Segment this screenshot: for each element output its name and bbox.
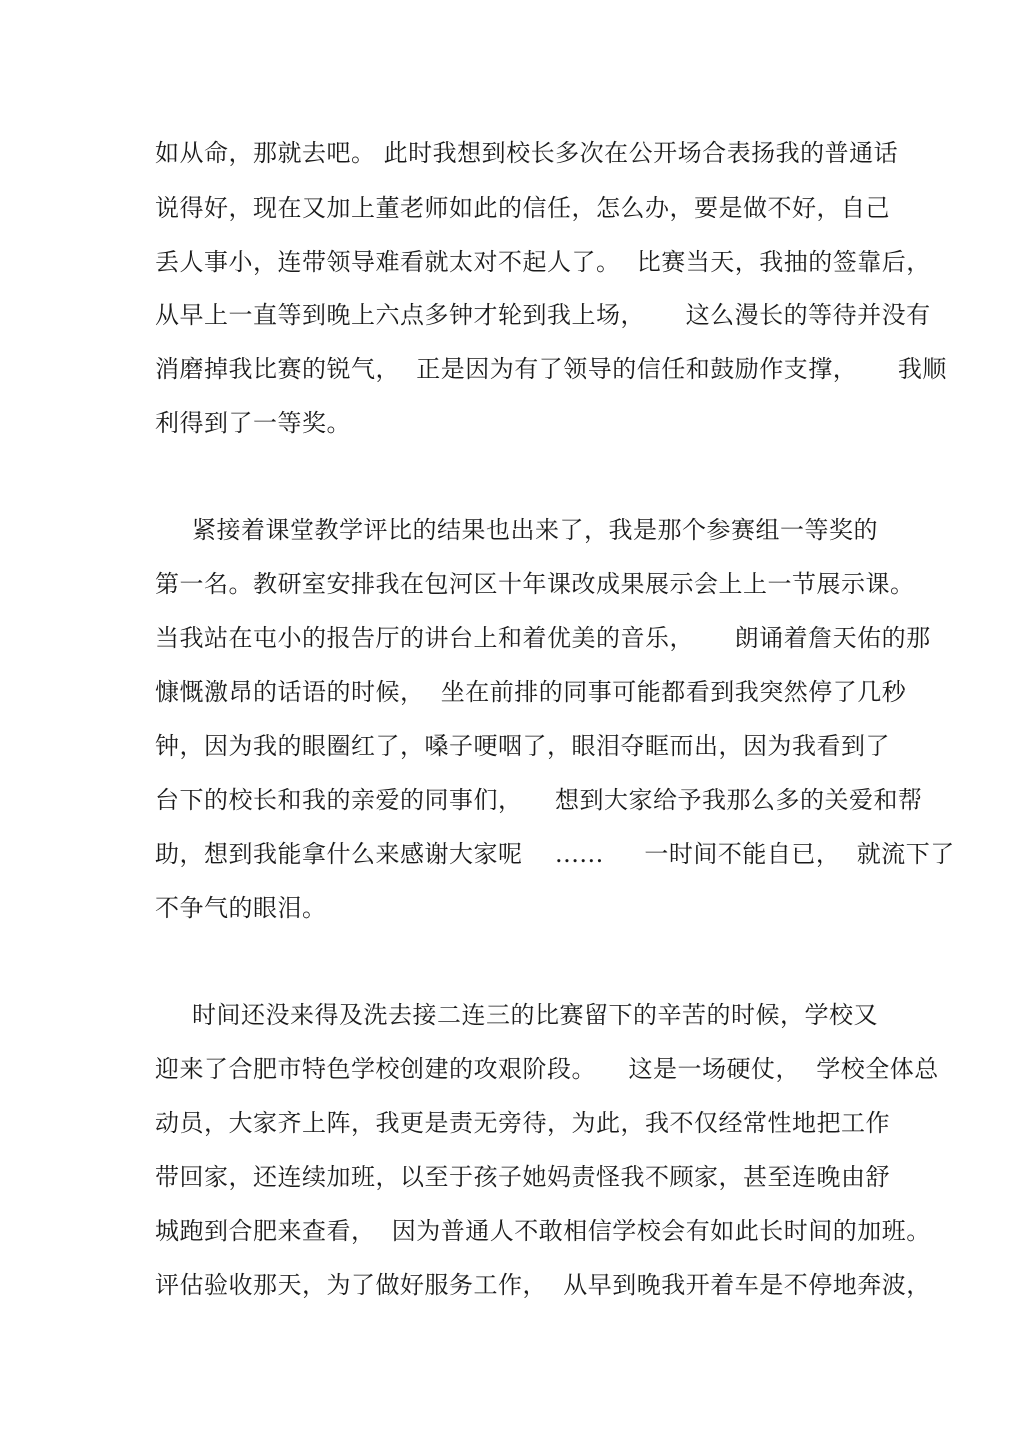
text-line: 时间还没来得及洗去接二连三的比赛留下的辛苦的时候，学校又 [192, 1001, 878, 1029]
text-line: 带回家，还连续加班，以至于孩子她妈责怪我不顾家，甚至连晚由舒 [155, 1163, 890, 1191]
text-line: 丢人事小，连带领导难看就太对不起人了。 比赛当天，我抽的签靠后， [155, 248, 931, 276]
text-line: 消磨掉我比赛的锐气， 正是因为有了领导的信任和鼓励作支撑， 我顺 [155, 355, 947, 383]
text-line: 迎来了合肥市特色学校创建的攻艰阶段。 这是一场硬仗， 学校全体总 [155, 1055, 939, 1083]
text-line: 不争气的眼泪。 [155, 894, 327, 922]
text-line: 如从命，那就去吧。 此时我想到校长多次在公开场合表扬我的普通话 [155, 139, 899, 167]
text-line: 钟，因为我的眼圈红了，嗓子哽咽了，眼泪夺眶而出，因为我看到了 [155, 732, 890, 760]
text-line: 利得到了一等奖。 [155, 409, 351, 437]
text-line: 动员，大家齐上阵，我更是责无旁待，为此，我不仅经常性地把工作 [155, 1109, 890, 1137]
text-line: 城跑到合肥来查看， 因为普通人不敢相信学校会有如此长时间的加班。 [155, 1217, 931, 1245]
text-line: 评估验收那天，为了做好服务工作， 从早到晚我开着车是不停地奔波， [155, 1271, 931, 1299]
text-line: 第一名。教研室安排我在包河区十年课改成果展示会上上一节展示课。 [155, 570, 915, 598]
text-line: 说得好，现在又加上董老师如此的信任，怎么办，要是做不好，自己 [155, 194, 890, 222]
text-line: 台下的校长和我的亲爱的同事们， 想到大家给予我那么多的关爱和帮 [155, 786, 923, 814]
text-line: 助，想到我能拿什么来感谢大家呢 ...... 一时间不能自已， 就流下了 [155, 840, 955, 868]
text-line: 从早上一直等到晚上六点多钟才轮到我上场， 这么漫长的等待并没有 [155, 301, 931, 329]
text-line: 当我站在屯小的报告厅的讲台上和着优美的音乐， 朗诵着詹天佑的那 [155, 624, 931, 652]
text-line: 慷慨激昂的话语的时候， 坐在前排的同事可能都看到我突然停了几秒 [155, 678, 907, 706]
text-line: 紧接着课堂教学评比的结果也出来了，我是那个参赛组一等奖的 [192, 516, 878, 544]
